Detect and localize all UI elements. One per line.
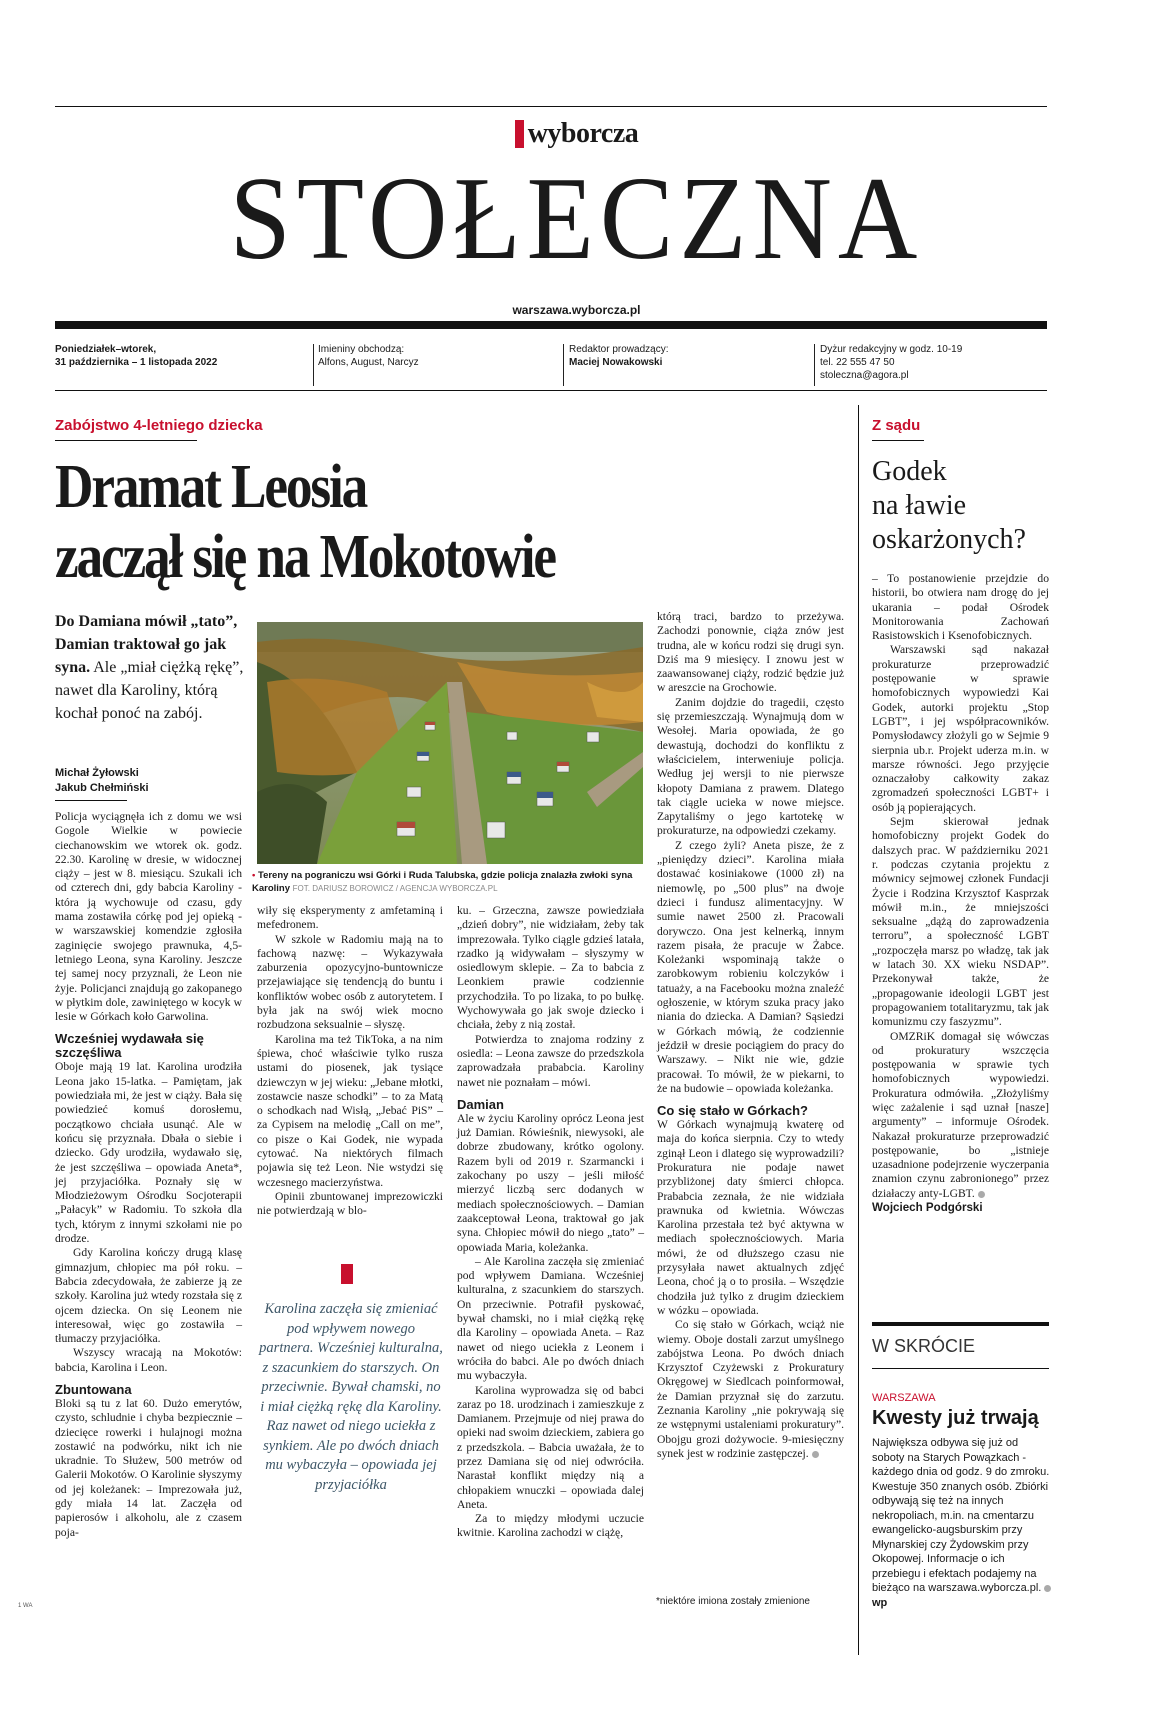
pullquote: Karolina zaczęła się zmieniać pod wpływem nowego partnera. Wcześniej kulturalna, z szacunkiem do starszych. On przeciwnie. Bywał chamski, no i miał ciężką rękę dla Karoliny. Raz nawet od niego uciekła z synkiem. Ale po dwóch dniach mu wybaczyła – opowiada jej przyjaciółka xyxy=(259,1301,443,1493)
editor-name: Maciej Nowakowski xyxy=(569,357,663,368)
subheading: Co się stało w Górkach? xyxy=(657,1103,808,1119)
subheading: Zbuntowana xyxy=(55,1381,132,1397)
headline-line: Godek xyxy=(872,456,947,487)
paragraph: Co się stało w Górkach, wciąż nie wiemy. Oboje dostali zarzut umyślnego zabójstwa Leona. Po dwóch dniach Krzysztof Czyżewski z Prokuratury Okręgowej w Siedlcach poinformował, że Damian przyznał się do zarzutu. Zeznania Karoliny „nie pokrywają się ze wstępnymi ustaleniami prokuratury”. Obojgu grozi dożywocie. 9-miesięczny synek jest w rodzinie zastępczej. xyxy=(657,1318,844,1460)
paragraph: Policja wyciągnęła ich z domu we wsi Gogole Wielkie w powiecie ciechanowskim we wtorek ok. godz. 22.30. Karolinę w dresie, w widocznej ciąży – jest w 8. miesiącu. Szukali ich od czterech dni, gdy babcia Karoliny - która ją wychowuje od czasu, gdy mama zostawiła córkę pod jej opieką - w warszawskiej komendzie zgłosiła zaginięcie swojego prawnuka, 4,5-letniego Leona, syna Karoliny. Jeszcze tej samej nocy przyznali, że Leon nie żyje. Policjanci znajdują go zakopanego w płytkim dole, zawiniętego w kocyk w lesie w Górkach koło Garwolina. xyxy=(55,810,242,1024)
article-kicker: Zabójstwo 4-letniego dziecka xyxy=(55,417,263,434)
paragraph: W Górkach wynajmują kwaterę od maja do końca sierpnia. Czy to wtedy zginął Leon i dlatego się wyprowadzili? Prokuratura nie podaje nawet przybliżonej daty śmierci chłopca. Prababcia zeznała, że nie widziała prawnuka od kwietnia. Wówczas Karolina przestała też być aktywna w mediach społecznościowych. Maria mówi, że od dłuższego czasu nie przysyłała nawet aktualnych zdjęć Leona, choć ją o to prosiła. – Wszędzie chodziła już tylko z drugim dzieckiem w wózku – opowiada. xyxy=(657,1118,844,1317)
managing-editor xyxy=(569,343,669,369)
headline-line-2: zaczął się na Mokotowie xyxy=(55,523,555,591)
paragraph: – Ale Karolina zaczęła się zmieniać pod wpływem Damiana. Wcześniej kulturalna, z szacunkiem do starszych. On przeciwnie. Potrafił pyskować, bywał chamski, no i miał ciężką rękę dla Karoliny – opowiada Aneta. – Raz nawet od niego uciekła z Leonem i wróciła do babci. Ale po dwóch dniach mu wybaczyła. xyxy=(457,1254,644,1383)
article-lead xyxy=(55,610,245,725)
article-column-4 xyxy=(657,610,844,1461)
divider xyxy=(563,344,564,386)
email-link[interactable]: stoleczna@agora.pl xyxy=(820,370,909,381)
end-mark-icon xyxy=(1044,1585,1051,1592)
lead-rest: Ale „miał ciężką rękę”, nawet dla Karoliny, którą kochał ponoć na zabój. xyxy=(55,659,244,722)
photo-credit: FOT. DARIUSZ BOROWICZ / AGENCJA WYBORCZA.PL xyxy=(292,884,498,893)
sidebar-body xyxy=(872,572,1049,1215)
brief-body xyxy=(872,1436,1052,1610)
author: Jakub Chełmiński xyxy=(55,782,149,794)
article-column-3 xyxy=(457,904,644,1541)
website-link[interactable]: warszawa.wyborcza.pl xyxy=(512,303,641,317)
page-marker: 1 WA xyxy=(18,1603,33,1609)
paragraph: Sejm skierował jednak homofobiczny projekt Godek do dalszych prac. W październiku 2021 r. podczas czytania projektu z mównicy sejmowej członek Fundacji Życie i Rodzina Krzysztof Kasprzak mówił m.in., że mniejszości seksualne „dążą do zaprowadzenia terroru”, a społeczność LGBT „rozpoczęła marsz po władzę, tak jak w latach 30. XX wieku NSDAP”. Przekonywał także, że „propagowanie ideologii LGBT jest propagowaniem totalitaryzmu, tak jak komunizmu czy faszyzmu”. xyxy=(872,815,1049,1029)
subheading: Wcześniej wydawała się szczęśliwa xyxy=(55,1031,204,1061)
top-rule xyxy=(55,106,1047,107)
issue-date xyxy=(55,343,217,369)
phone: tel. 22 555 47 50 xyxy=(820,357,895,368)
editorial-contact xyxy=(820,343,962,382)
brand-name: wyborcza xyxy=(527,118,639,149)
paragraph: Oboje mają 19 lat. Karolina urodziła Leona jako 15-latka. – Pamiętam, jak powiedziała mi, że jest w ciąży. Bała się powiedzieć komuś dorosłemu, początkowo chciała usunąć. Ale w końcu się przyznała. Dbała o siebie i dziecko. Gdy urodziła, wydawało się, że jest szczęśliwa – opowiada Aneta*, jej przyjaciółka. Poznały się w Młodzieżowym Ośrodku Socjoterapii „Pałacyk” w Radomiu. To szkoła dla tych, którym z innymi szkołami nie po drodze. xyxy=(55,1060,242,1246)
duty-hours: Dyżur redakcyjny w godz. 10-19 xyxy=(820,344,963,355)
pullquote-marker xyxy=(341,1264,353,1284)
sidebar-kicker: Z sądu xyxy=(872,417,921,434)
paragraph: Warszawski sąd nakazał prokuraturze przeprowadzić postępowanie w sprawie homofobicznych wypowiedzi Kai Godek, autorki projektu „Stop LGBT”, i jej współpracowników. Pomysłodawcy złożyli go w Sejmie 9 sierpnia ub.r. Projekt uderza m.in. w marsze równości. Jego przyjęcie oznaczałoby całkowity zakaz zgromadzeń społeczności LGBT+ i osób ją popierających. xyxy=(872,643,1049,814)
caption-text: Tereny na pograniczu wsi Górki i Ruda Talubska, gdzie policja znalazła zwłoki syna Karoliny xyxy=(252,870,633,894)
brief-headline: Kwesty już trwają xyxy=(872,1407,1039,1429)
paragraph: – To postanowienie przejdzie do historii, bo otwiera nam drogę do jej ukarania – podał Ośrodek Monitorowania Zachowań Rasistowskich i Ksenofobicznych. xyxy=(872,572,1049,643)
sidebar-headline xyxy=(872,455,1026,557)
paragraph: Potwierdza to znajoma rodziny z osiedla: – Leona zawsze do przedszkola zaprowadzała prababcia. Karoliny nawet nie poznałam – mówi. xyxy=(457,1032,644,1089)
paragraph: Ale w życiu Karoliny oprócz Leona jest już Damian. Rówieśnik, niewysoki, ale dobrze zbudowany, krótko ogolony. Razem byli od 2019 r. Szarmancki i zakochany po uszy – jeśli miłość mierzyć liczbą serc dodanych w mediach społecznościowych. – Damian zaakceptował Leona, traktował go jak syna. Chłopiec mówił do niego „tato” – opowiada Maria, koleżanka. xyxy=(457,1111,644,1254)
article-column-1 xyxy=(55,810,242,1540)
brand-logo xyxy=(0,118,1153,150)
paragraph: którą traci, bardzo to przeżywa. Zachodzi ponownie, ciąża znów jest trudna, ale w końcu rodzi się drugi syn. Dziś ma 9 miesięcy. I znowu jest w zaawansowanej ciąży, rodzić będzie już w areszcie na Grochowie. xyxy=(657,610,844,695)
date-line-1: Poniedziałek–wtorek, xyxy=(55,344,157,355)
paragraph: Karolina wyprowadza się od babci zaraz po 18. urodzinach i zamieszkuje z Damianem. Przejmuje od niej prawa do opieki nad swoim dzieckiem, zabiera go z przedszkola. – Babcia uważała, że to przez Damiana się od niej odwróciła. Narastał konflikt między nią a chłopakiem wnuczki – opowiada dalej Aneta. xyxy=(457,1383,644,1511)
brief-section-title: W SKRÓCIE xyxy=(872,1336,976,1356)
article-headline xyxy=(55,452,743,592)
paragraph: Gdy Karolina kończy drugą klasę gimnazjum, chłopiec ma pół roku. – Babcia zdecydowała, że zabierze ją ze szkoły. Karolina już wtedy rozstała się z ojcem dziecka. On się Leonem nie interesował, więc go zostawiła – tłumaczy przyjaciółka. xyxy=(55,1246,242,1346)
paragraph: Za to między młodymi uczucie kwitnie. Karolina zachodzi w ciążę, xyxy=(457,1512,644,1540)
paragraph: wiły się eksperymenty z amfetaminą i mefedronem. xyxy=(257,904,443,932)
sidebar-divider xyxy=(858,405,859,1655)
paragraph: Zanim dojdzie do tragedii, często się przemieszczają. Wynajmują dom w Wesołej. Maria opowiada, że go dewastują, dochodzi do konfliktu z właścicielem, interweniuje policja. Według jej wersji to nie pierwsze kłopoty Damiana z prawem. Dlatego tak ciągle ucieka w nowe miejsce. Zapytaliśmy o jego kartotekę w prokuraturze, na odpowiedzi czekamy. xyxy=(657,695,844,838)
date-line-2: 31 października – 1 listopada 2022 xyxy=(55,357,218,368)
name-days xyxy=(318,343,419,369)
headline-line: na ławie xyxy=(872,490,967,521)
article-column-2 xyxy=(257,904,443,1219)
paragraph: Bloki są tu z lat 60. Dużo emerytów, czysto, schludnie i chyba bezpiecznie – dziecięce rowerki i hulajnogi można zostawić na podwórku, nikt ich nie ukradnie. To Służew, 500 metrów od Galerii Mokotów. O Karolinie słyszymy od jej koleżanek: – Imprezowała już, gdy miała 14 lat. Zaczęła od papierosów i alkoholu, ale z czasem poja- xyxy=(55,1396,242,1539)
paragraph: ku. – Grzeczna, zawsze powiedziała „dzień dobry”, nie widziałam, żeby tak imprezowała. Tylko ciągle gdzieś latała, rzadko ją widywałam – słyszymy w osiedlowym sklepie. – Za to babcia z Leonkiem prawie codziennie przychodziła. To po lizaka, to po bułkę. Wychowywała go jak swoje dziecko i chciała, żeby z nią został. xyxy=(457,904,644,1032)
divider xyxy=(313,344,314,386)
publication-title: STOŁECZNA xyxy=(229,152,924,284)
paragraph: Wszyscy wracają na Mokotów: babcia, Karolina i Leon. xyxy=(55,1346,242,1374)
photo-caption xyxy=(252,869,652,895)
sidebar-kicker-underline xyxy=(872,440,924,441)
brief-kicker: WARSZAWA xyxy=(872,1392,936,1404)
sidebar-author: Wojciech Podgórski xyxy=(872,1201,983,1215)
aerial-village-image xyxy=(257,622,643,864)
paragraph: OMZRiK domagał się wówczas od prokuratury wszczęcia postępowania w sprawie tych homofobicznych wypowiedzi. Prokuratura odmówiła. „Złożyliśmy więc zażalenie i sąd uznał [nasze] argumenty” – informuje Ośrodek. Nakazał prokuraturze przeprowadzić postępowanie, bo „istnieje uzasadnione podejrzenie wyczerpania znamion czynu zabronionego” przez działaczy anty-LGBT. xyxy=(872,1029,1049,1200)
bullet-icon: • xyxy=(252,870,256,881)
name-days-value: Alfons, August, Narcyz xyxy=(318,357,419,368)
paragraph: Z czego żyli? Aneta pisze, że z „pieniędzy dzieci”. Karolina miała dostawać kosiniakowe (1000 zł) na niemowlę, po „500 plus” na dwoje dzieci i fundusz alimentacyjny. W sumie nawet 2500 zł. Pracowali dorywczo. Ona jest kelnerką, innym razem pisała, że pracuje w Żabce. Koleżanki wspominają także o zarobkowym robieniu kolczyków i tatuaży, a na Facebooku można znaleźć ogłoszenie, w którym szuka pracy jako niania do dziecka. A Damian? Sąsiedzi w Górkach mówią, że codziennie jeździł w dresie pociągiem do pracy do Warszawy. – Nikt nie wie, gdzie pracował. To mówił, że w piekarni, to że na budowie – opowiada koleżanka. xyxy=(657,838,844,1095)
headline-line-1: Dramat Leosia xyxy=(55,453,367,521)
author: Michał Żyłowski xyxy=(55,767,139,779)
brief-title-underline xyxy=(872,1368,1049,1369)
divider xyxy=(814,344,815,386)
headline-line: oskarżonych? xyxy=(872,524,1026,555)
aerial-photo[interactable] xyxy=(257,622,643,864)
paragraph: Karolina ma też TikToka, a na nim śpiewa, choć właściwie tylko rusza ustami do piosenek, jak tysiące dziewczyn w jej wieku: „Jebane młotki, zostawcie nasze schodki” – to za Matą o schodkach nad Wisłą, „Jebać PiS” – za Cypisem na melodię „Call on me”, co pisze o Kai Godek, nie wypada cytować. Na niektórych filmach pojawia się też Leon. Nie wstydzi się wczesnego macierzyństwa. xyxy=(257,1032,443,1189)
thick-rule xyxy=(55,321,1047,329)
subheading: Damian xyxy=(457,1096,504,1112)
brand-red-bar xyxy=(515,120,524,148)
brief-text: Największa odbywa się już od soboty na Starych Powązkach - każdego dnia od godz. 9 do zmroku. Kwestuje 350 znanych osób. Zbiórki odbywają się też na innych nekropoliach, m.in. na cmentarzu ewangelicko-augsburskim przy Młynarskiej czy Żydowskim przy Okopowej. Informacje o ich przebiegu i efektach podajemy na bieżąco na warszawa.wyborcza.pl. xyxy=(872,1437,1050,1594)
article-byline xyxy=(55,766,149,796)
byline-underline xyxy=(55,800,127,801)
paragraph: W szkole w Radomiu mają na to fachową nazwę: – Wykazywała zaburzenia opozycyjno-buntownicze przejawiające się tendencją do buntu i konfliktów wobec osób z autorytetem. I była jak na swój wiek mocno rozbudzona seksualnie – słyszę. xyxy=(257,932,443,1032)
lead-bold: Do Damiana mówił „tato”, Damian traktował go jak syna. xyxy=(55,613,238,676)
info-bottom-rule xyxy=(55,390,1047,391)
paragraph: Opinii zbuntowanej imprezowiczki nie potwierdzają w blo- xyxy=(257,1189,443,1218)
end-mark-icon xyxy=(978,1191,985,1198)
end-mark-icon xyxy=(812,1451,819,1458)
kicker-underline xyxy=(55,440,197,441)
editor-label: Redaktor prowadzący: xyxy=(569,344,669,355)
footnote: *niektóre imiona zostały zmienione xyxy=(656,1596,810,1607)
name-days-label: Imieniny obchodzą: xyxy=(318,344,405,355)
brief-signature: wp xyxy=(872,1596,888,1609)
brief-top-rule xyxy=(872,1322,1049,1326)
